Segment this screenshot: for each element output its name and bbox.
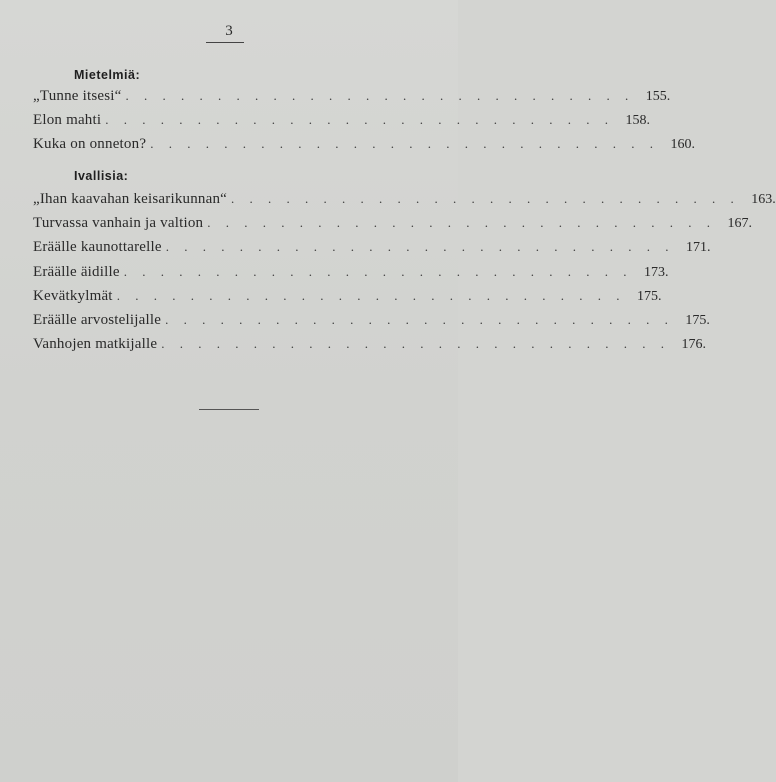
toc-entry-title: „Tunne itsesi“ <box>33 88 122 104</box>
toc-entry <box>33 239 711 263</box>
toc-entry <box>33 88 671 112</box>
toc-entry-page: 160. <box>670 137 695 153</box>
section-heading-mietelmia: Mietelmiä: <box>74 68 141 82</box>
toc-entry-title: Elon mahti <box>33 112 102 129</box>
toc-entry <box>33 112 650 136</box>
toc-entry <box>33 311 710 336</box>
toc-entry-title: Turvassa vanhain ja valtion <box>33 215 204 232</box>
toc-entry <box>33 136 695 160</box>
end-rule <box>199 409 259 410</box>
toc-leader-dots: . . . . . . . . . . . . . . . . . . . . . . . . . . . . <box>161 336 670 352</box>
toc-list-ivallisia <box>33 191 776 360</box>
toc-leader-dots: . . . . . . . . . . . . . . . . . . . . . . . . . . . . <box>125 88 635 103</box>
toc-entry-title: Eräälle äidille <box>33 263 120 280</box>
toc-entry-page: 176. <box>681 337 706 353</box>
toc-leader-dots: . . . . . . . . . . . . . . . . . . . . . . . . . . . . <box>231 191 740 206</box>
toc-entry <box>33 215 752 239</box>
page-number-rule <box>206 42 244 43</box>
toc-leader-dots: . . . . . . . . . . . . . . . . . . . . . . . . . . . . <box>165 239 675 255</box>
toc-entry-title: Kuka on onneton? <box>33 136 147 153</box>
toc-entry-title: Vanhojen matkijalle <box>33 336 158 353</box>
toc-entry-page: 175. <box>636 288 662 304</box>
toc-entry <box>33 191 776 215</box>
toc-entry <box>33 287 662 312</box>
toc-leader-dots: . . . . . . . . . . . . . . . . . . . . . . . . . . . . <box>105 112 614 128</box>
toc-entry-page: 158. <box>625 113 650 129</box>
toc-entry-title: Eräälle kaunottarelle <box>33 239 162 256</box>
toc-entry-page: 173. <box>643 264 669 280</box>
toc-entry-page: 155. <box>645 89 671 104</box>
toc-leader-dots: . . . . . . . . . . . . . . . . . . . . . . . . . . . . <box>165 311 674 327</box>
toc-entry <box>33 336 706 360</box>
toc-entry-page: 171. <box>685 240 711 256</box>
toc-list-mietelmia <box>33 88 695 161</box>
toc-leader-dots: . . . . . . . . . . . . . . . . . . . . . . . . . . . . <box>116 287 626 303</box>
toc-entry-title: „Ihan kaavahan keisarikunnan“ <box>33 191 228 207</box>
toc-leader-dots: . . . . . . . . . . . . . . . . . . . . . . . . . . . . <box>207 215 716 231</box>
toc-entry-title: Kevätkylmät <box>33 287 113 304</box>
toc-leader-dots: . . . . . . . . . . . . . . . . . . . . . . . . . . . . <box>123 263 633 279</box>
toc-entry <box>33 263 669 288</box>
toc-entry-page: 175. <box>685 312 710 328</box>
toc-leader-dots: . . . . . . . . . . . . . . . . . . . . . . . . . . . . <box>150 136 659 152</box>
toc-entry-title: Eräälle arvostelijalle <box>33 311 162 328</box>
page-number: 3 <box>225 23 233 39</box>
section-heading-ivallisia: Ivallisia: <box>74 169 129 183</box>
toc-entry-page: 167. <box>727 216 752 232</box>
toc-entry-page: 163. <box>751 192 776 207</box>
